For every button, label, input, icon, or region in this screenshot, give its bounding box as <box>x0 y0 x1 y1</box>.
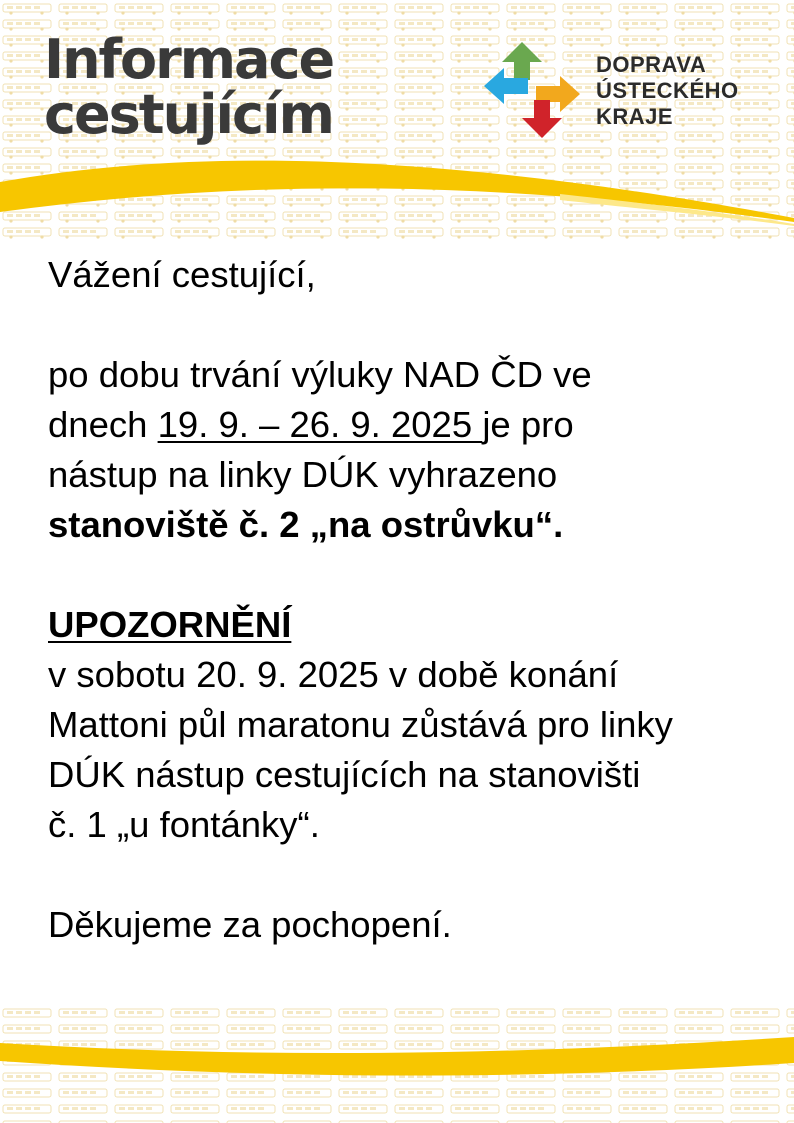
title-line-2: cestujícím <box>44 83 333 146</box>
closure-line-1: po dobu trvání výluky NAD ČD ve <box>48 354 592 395</box>
yellow-wave-top <box>0 140 794 250</box>
logo-line-3: KRAJE <box>596 104 674 129</box>
closure-text-je-pro: je pro <box>482 404 574 445</box>
logo-text <box>596 52 739 130</box>
closure-text-dnech: dnech <box>48 404 158 445</box>
stop-designation: stanoviště č. 2 „na ostrůvku“. <box>48 504 564 545</box>
four-arrows-logo-icon <box>482 40 582 140</box>
title-line-1: Informace <box>44 28 334 91</box>
warning-title: UPOZORNĚNÍ <box>48 604 292 645</box>
closure-line-3: nástup na linky DÚK vyhrazeno <box>48 454 558 495</box>
logo-line-2: ÚSTECKÉHO <box>596 78 739 103</box>
closure-paragraph <box>48 350 788 550</box>
logo-line-1: DOPRAVA <box>596 52 707 77</box>
thanks-text: Děkujeme za pochopení. <box>48 904 452 945</box>
closure-dates: 19. 9. – 26. 9. 2025 <box>157 404 483 445</box>
page-title <box>44 28 334 146</box>
yellow-wave-footer <box>0 1005 794 1123</box>
notice-body <box>48 250 788 950</box>
header <box>0 0 794 240</box>
warning-line-4: č. 1 „u fontánky“. <box>48 804 320 845</box>
greeting: Vážení cestující, <box>48 254 316 295</box>
duk-logo <box>482 40 772 140</box>
warning-line-3: DÚK nástup cestujících na stanovišti <box>48 754 641 795</box>
warning-line-1: v sobotu 20. 9. 2025 v době konání <box>48 654 619 695</box>
warning-line-2: Mattoni půl maratonu zůstává pro linky <box>48 704 673 745</box>
warning-paragraph <box>48 600 788 850</box>
